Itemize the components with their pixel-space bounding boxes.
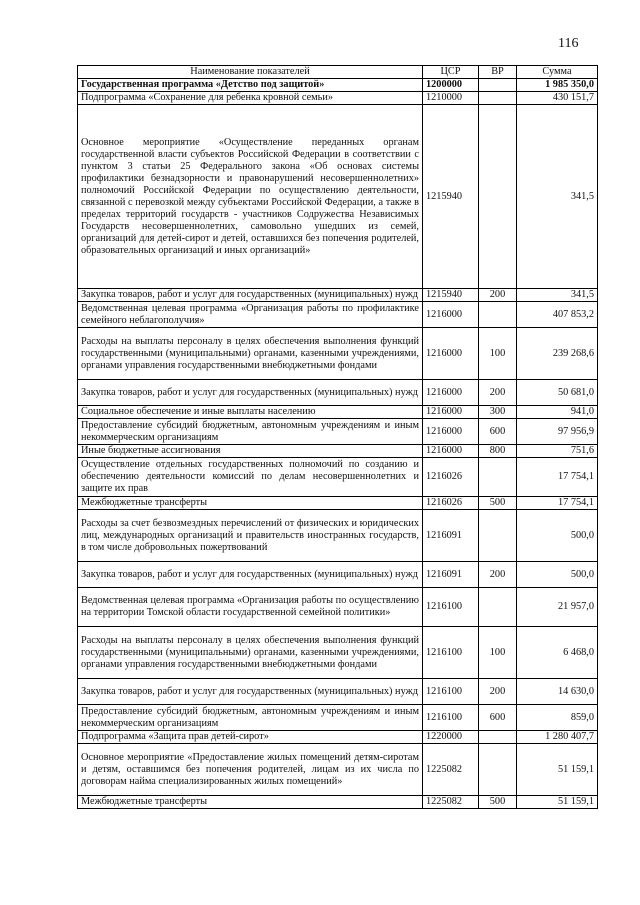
header-vr: ВР	[479, 66, 517, 79]
row-csr: 1216100	[423, 679, 479, 705]
row-name: Расходы за счет безвозмездных перечислений от физических и юридических лиц, международных организаций и правительств иностранных государств, в том числе добровольных пожертвований	[78, 510, 423, 562]
row-csr: 1225082	[423, 796, 479, 809]
row-sum: 50 681,0	[517, 380, 598, 406]
row-vr: 600	[479, 705, 517, 731]
table-row	[78, 588, 598, 627]
row-name: Основное мероприятие «Осуществление переданных органам государственной власти субъектов Российской Федерации в соответствии с пунктом 3 статьи 25 Федерального закона «Об основах системы профилактики безнадзорности и правонарушений несовершеннолетних» полномочий Российской Федерации по осуществлению деятельности, связанной с перевозкой между субъектами Российской Федерации, а также в пределах территорий государств - участников Содружества Независимых Государств несовершеннолетних, самовольно ушедших из семей, организаций для детей-сирот и детей, оставшихся без попечения родителей, образовательных организаций и иных организаций»	[78, 105, 423, 289]
row-csr: 1216000	[423, 302, 479, 328]
row-vr: 300	[479, 406, 517, 419]
row-sum: 239 268,6	[517, 328, 598, 380]
row-csr: 1216000	[423, 380, 479, 406]
table-row	[78, 458, 598, 497]
row-vr: 200	[479, 562, 517, 588]
header-csr: ЦСР	[423, 66, 479, 79]
row-name: Расходы на выплаты персоналу в целях обеспечения выполнения функций государственными (муниципальными) органами, казенными учреждениями, органами управления государственными внебюджетными фондами	[78, 627, 423, 679]
row-sum: 430 151,7	[517, 92, 598, 105]
row-name: Подпрограмма «Сохранение для ребенка кровной семьи»	[78, 92, 423, 105]
row-name: Ведомственная целевая программа «Организация работы по профилактике семейного неблагополучия»	[78, 302, 423, 328]
row-vr: 200	[479, 289, 517, 302]
table-row	[78, 380, 598, 406]
row-vr: 600	[479, 419, 517, 445]
row-sum: 14 630,0	[517, 679, 598, 705]
table-row	[78, 79, 598, 92]
row-name: Расходы на выплаты персоналу в целях обеспечения выполнения функций государственными (муниципальными) органами, казенными учреждениями, органами управления государственными внебюджетными фондами	[78, 328, 423, 380]
row-csr: 1216091	[423, 510, 479, 562]
row-csr: 1216000	[423, 406, 479, 419]
row-vr	[479, 744, 517, 796]
row-name: Социальное обеспечение и иные выплаты населению	[78, 406, 423, 419]
budget-table	[77, 65, 598, 809]
row-sum: 1 985 350,0	[517, 79, 598, 92]
row-name: Межбюджетные трансферты	[78, 497, 423, 510]
row-vr: 500	[479, 796, 517, 809]
row-csr: 1215940	[423, 105, 479, 289]
row-sum: 17 754,1	[517, 497, 598, 510]
table-row	[78, 627, 598, 679]
row-name: Государственная программа «Детство под защитой»	[78, 79, 423, 92]
table-row	[78, 562, 598, 588]
row-sum: 21 957,0	[517, 588, 598, 627]
row-name: Предоставление субсидий бюджетным, автономным учреждениям и иным некоммерческим организациям	[78, 705, 423, 731]
row-sum: 941,0	[517, 406, 598, 419]
table-row	[78, 796, 598, 809]
row-name: Межбюджетные трансферты	[78, 796, 423, 809]
row-csr: 1220000	[423, 731, 479, 744]
row-vr: 500	[479, 497, 517, 510]
row-vr	[479, 458, 517, 497]
row-vr	[479, 731, 517, 744]
row-csr: 1216026	[423, 497, 479, 510]
table-row	[78, 289, 598, 302]
table-row	[78, 731, 598, 744]
table-row	[78, 679, 598, 705]
row-sum: 500,0	[517, 510, 598, 562]
row-sum: 859,0	[517, 705, 598, 731]
row-csr: 1200000	[423, 79, 479, 92]
row-name: Предоставление субсидий бюджетным, автономным учреждениям и иным некоммерческим организациям	[78, 419, 423, 445]
row-name: Закупка товаров, работ и услуг для государственных (муниципальных) нужд	[78, 380, 423, 406]
row-csr: 1225082	[423, 744, 479, 796]
row-name: Основное мероприятие «Предоставление жилых помещений детям-сиротам и детям, оставшимся без попечения родителей, лицам из их числа по договорам найма специализированных жилых помещений»	[78, 744, 423, 796]
table-row	[78, 445, 598, 458]
row-sum: 51 159,1	[517, 796, 598, 809]
row-vr: 200	[479, 380, 517, 406]
row-csr: 1216091	[423, 562, 479, 588]
table-row	[78, 497, 598, 510]
row-csr: 1215940	[423, 289, 479, 302]
header-name: Наименование показателей	[78, 66, 423, 79]
row-csr: 1216000	[423, 328, 479, 380]
row-name: Иные бюджетные ассигнования	[78, 445, 423, 458]
row-vr	[479, 79, 517, 92]
row-csr: 1216100	[423, 705, 479, 731]
header-sum: Сумма	[517, 66, 598, 79]
row-vr: 100	[479, 328, 517, 380]
row-sum: 500,0	[517, 562, 598, 588]
page-number: 116	[558, 36, 579, 51]
row-sum: 751,6	[517, 445, 598, 458]
row-sum: 6 468,0	[517, 627, 598, 679]
row-vr	[479, 92, 517, 105]
row-vr	[479, 588, 517, 627]
row-csr: 1216000	[423, 419, 479, 445]
row-csr: 1210000	[423, 92, 479, 105]
row-csr: 1216000	[423, 445, 479, 458]
table-row	[78, 744, 598, 796]
row-vr: 100	[479, 627, 517, 679]
row-vr: 800	[479, 445, 517, 458]
row-name: Закупка товаров, работ и услуг для государственных (муниципальных) нужд	[78, 289, 423, 302]
row-sum: 341,5	[517, 105, 598, 289]
table-row	[78, 406, 598, 419]
table-header-row	[78, 66, 598, 79]
row-csr: 1216100	[423, 588, 479, 627]
row-sum: 341,5	[517, 289, 598, 302]
table-row	[78, 92, 598, 105]
row-csr: 1216100	[423, 627, 479, 679]
row-name: Закупка товаров, работ и услуг для государственных (муниципальных) нужд	[78, 679, 423, 705]
row-sum: 97 956,9	[517, 419, 598, 445]
table-row	[78, 328, 598, 380]
row-name: Ведомственная целевая программа «Организация работы по осуществлению на территории Томской области государственной семейной политики»	[78, 588, 423, 627]
row-name: Закупка товаров, работ и услуг для государственных (муниципальных) нужд	[78, 562, 423, 588]
row-vr	[479, 302, 517, 328]
row-sum: 407 853,2	[517, 302, 598, 328]
table-row	[78, 105, 598, 289]
row-vr	[479, 510, 517, 562]
row-sum: 1 280 407,7	[517, 731, 598, 744]
row-csr: 1216026	[423, 458, 479, 497]
row-sum: 51 159,1	[517, 744, 598, 796]
row-name: Осуществление отдельных государственных полномочий по созданию и обеспечению деятельности комиссий по делам несовершеннолетних и защите их прав	[78, 458, 423, 497]
table-row	[78, 419, 598, 445]
row-vr	[479, 105, 517, 289]
row-vr: 200	[479, 679, 517, 705]
row-sum: 17 754,1	[517, 458, 598, 497]
row-name: Подпрограмма «Защита прав детей-сирот»	[78, 731, 423, 744]
table-row	[78, 705, 598, 731]
table-row	[78, 302, 598, 328]
table-row	[78, 510, 598, 562]
